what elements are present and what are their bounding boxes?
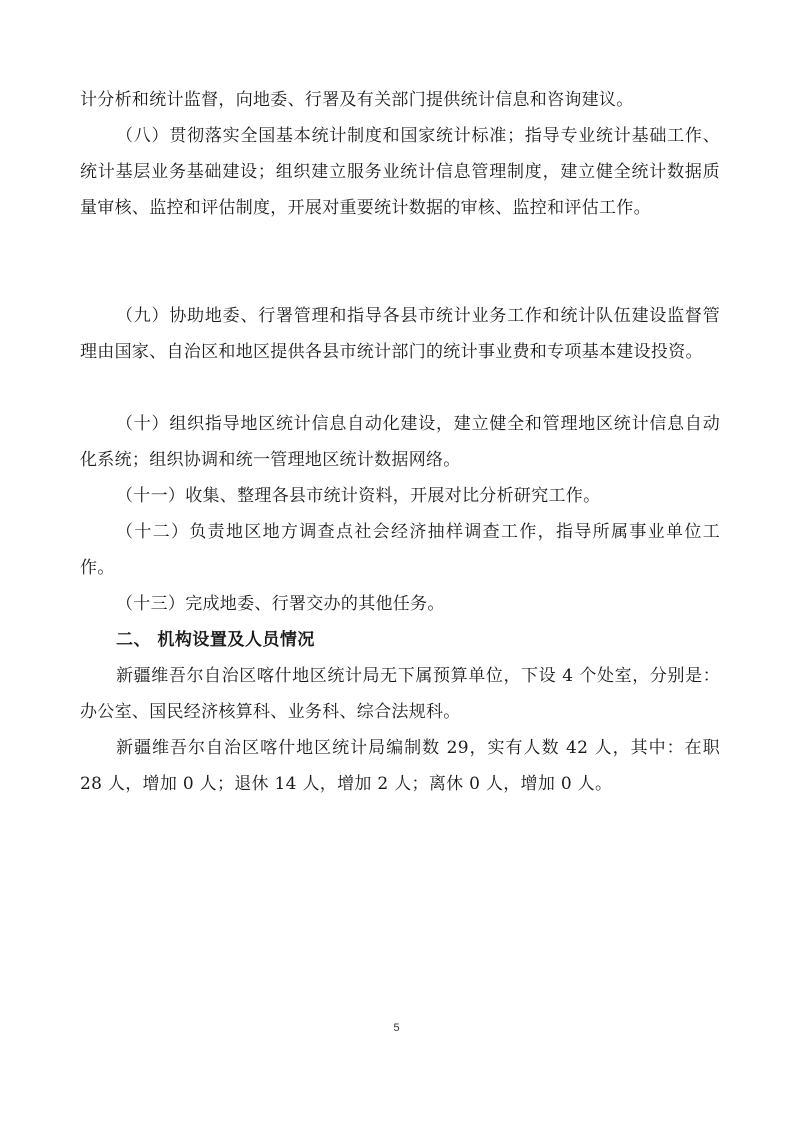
paragraph-item-12: （十二）负责地区地方调查点社会经济抽样调查工作，指导所属事业单位工作。 (80, 522, 720, 578)
paragraph-organization: 新疆维吾尔自治区喀什地区统计局无下属预算单位，下设 4 个处室，分别是：办公室、国民经济核算科、业务科、综合法规科。 (80, 666, 720, 722)
paragraph-item-8: （八）贯彻落实全国基本统计制度和国家统计标准；指导专业统计基础工作、统计基层业务基础建设；组织建立服务业统计信息管理制度，建立健全统计数据质量审核、监控和评估制度，开展对重要统计数据的审核、监控和评估工作。 (80, 126, 720, 218)
paragraph-staffing: 新疆维吾尔自治区喀什地区统计局编制数 29，实有人数 42 人，其中：在职 28 人，增加 0 人；退休 14 人，增加 2 人；离休 0 人，增加 0 人。 (80, 738, 720, 794)
paragraph-item-10: （十）组织指导地区统计信息自动化建设，建立健全和管理地区统计信息自动化系统；组织协调和统一管理地区统计数据网络。 (80, 414, 720, 470)
section-heading: 二、 机构设置及人员情况 (116, 630, 315, 650)
paragraph-continuation: 计分析和统计监督，向地委、行署及有关部门提供统计信息和咨询建议。 (80, 90, 634, 110)
paragraph-item-11: （十一）收集、整理各县市统计资料，开展对比分析研究工作。 (116, 486, 601, 506)
paragraph-item-9: （九）协助地委、行署管理和指导各县市统计业务工作和统计队伍建设监督管理由国家、自治区和地区提供各县市统计部门的统计事业费和专项基本建设投资。 (80, 306, 720, 362)
paragraph-item-13: （十三）完成地委、行署交办的其他任务。 (116, 594, 445, 614)
page-number: 5 (393, 1022, 400, 1034)
